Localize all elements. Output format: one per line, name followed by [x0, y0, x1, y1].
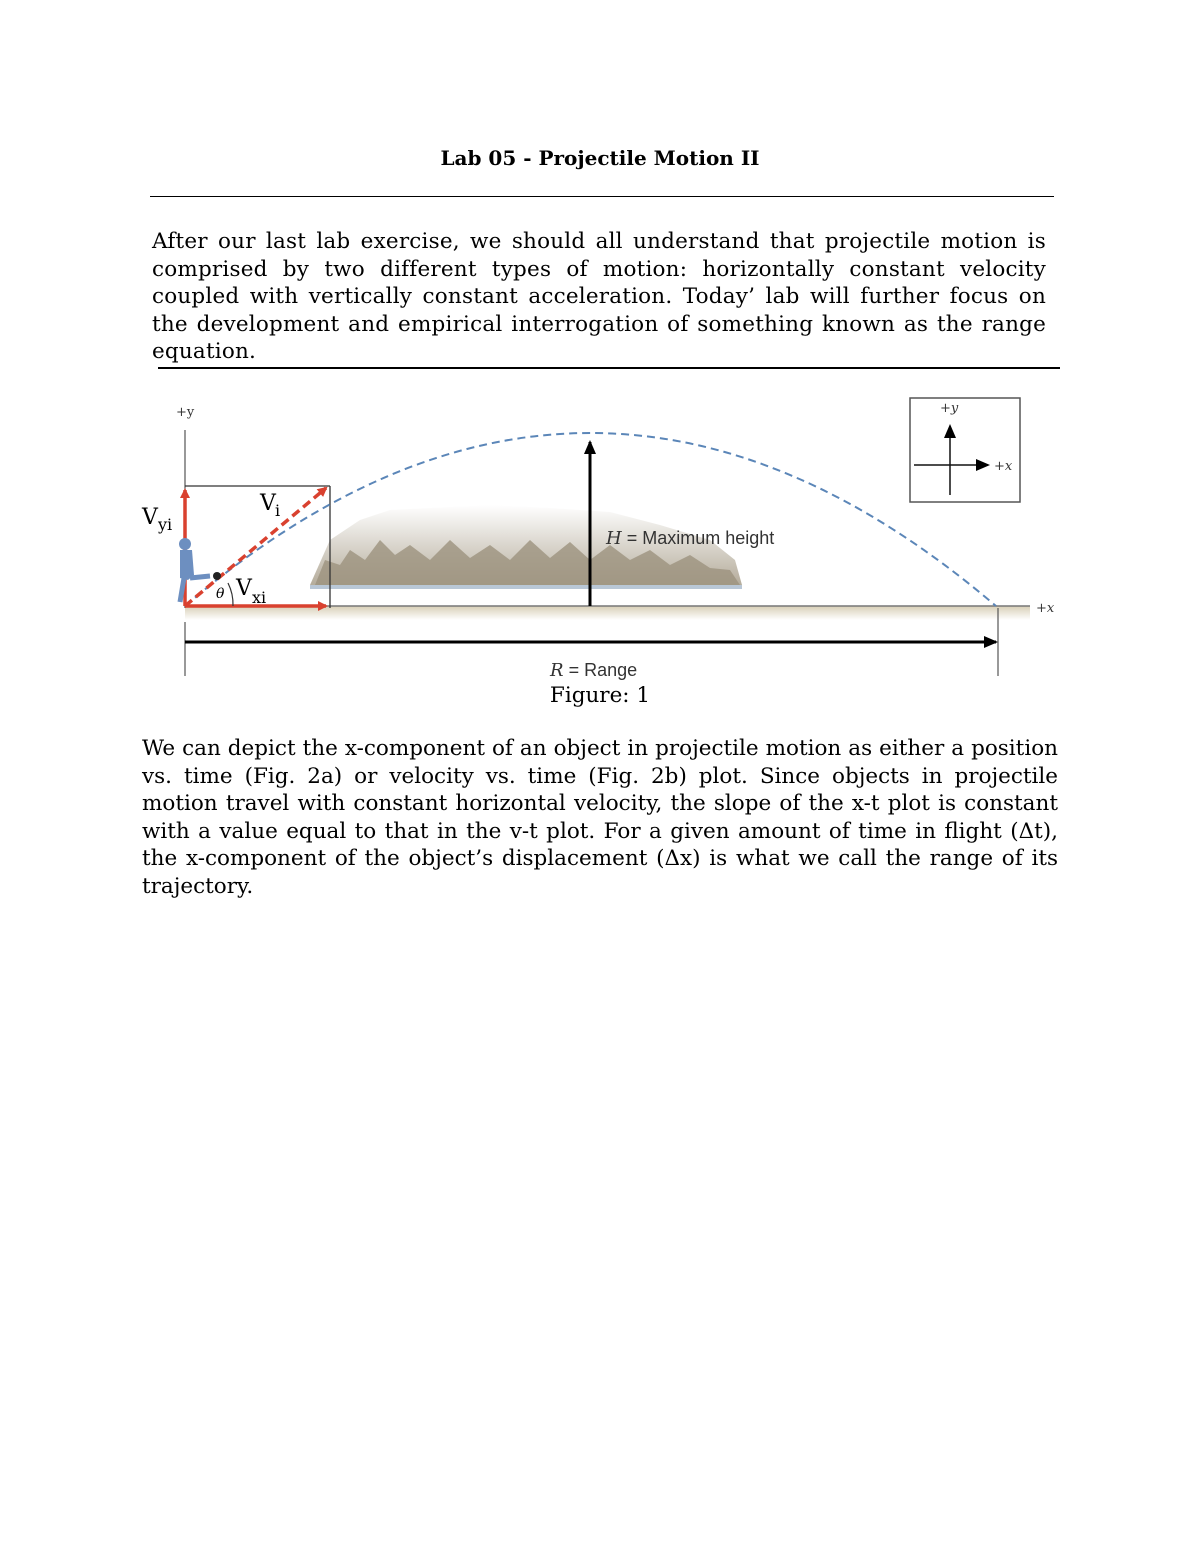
x-axis-label: +x [1036, 601, 1055, 616]
svg-text:yi: yi [158, 515, 173, 534]
svg-text:V: V [260, 491, 276, 516]
title-rule [150, 196, 1054, 197]
range-label: R = Range [550, 660, 638, 680]
vxi-label [235, 576, 266, 607]
coordinate-inset [910, 398, 1020, 502]
page-title: Lab 05 - Projectile Motion II [440, 146, 760, 170]
inset-x-label: +x [994, 459, 1013, 474]
projectile-motion-figure [130, 390, 1070, 680]
max-height-label: H = Maximum height [606, 528, 775, 549]
theta-label: θ [216, 586, 225, 602]
svg-text:xi: xi [252, 588, 267, 607]
intro-rule [158, 367, 1060, 369]
vi-label [259, 491, 280, 520]
ground [185, 606, 1030, 620]
inset-y-label: +y [940, 401, 959, 416]
body-paragraph: We can depict the x-component of an object in projectile motion as either a position vs. time (Fig. 2a) or velocity vs. time (Fig. 2b) plot. Since objects in projectile motion travel with constant horizontal velocity, the slope of the x-t plot is constant with a value equal to that in the v-t plot. For a given amount of time in flight (Δt), the x-component of the object’s displacement (Δx) is what we call the range of its trajectory. [142, 736, 1058, 899]
svg-text:V: V [142, 505, 158, 530]
y-axis-label: +y [176, 405, 195, 420]
svg-text:i: i [275, 501, 281, 520]
vyi-label [141, 505, 172, 534]
svg-text:V: V [236, 576, 252, 601]
figure-caption: Figure: 1 [549, 683, 651, 708]
intro-paragraph: After our last lab exercise, we should all understand that projectile motion is comprised by two different types of motion: horizontally constant velocity coupled with vertically constant acceleration. Today’ lab will further focus on the development and empirical interrogation of something known as the range equation. [152, 229, 1046, 365]
theta-arc [228, 583, 233, 606]
